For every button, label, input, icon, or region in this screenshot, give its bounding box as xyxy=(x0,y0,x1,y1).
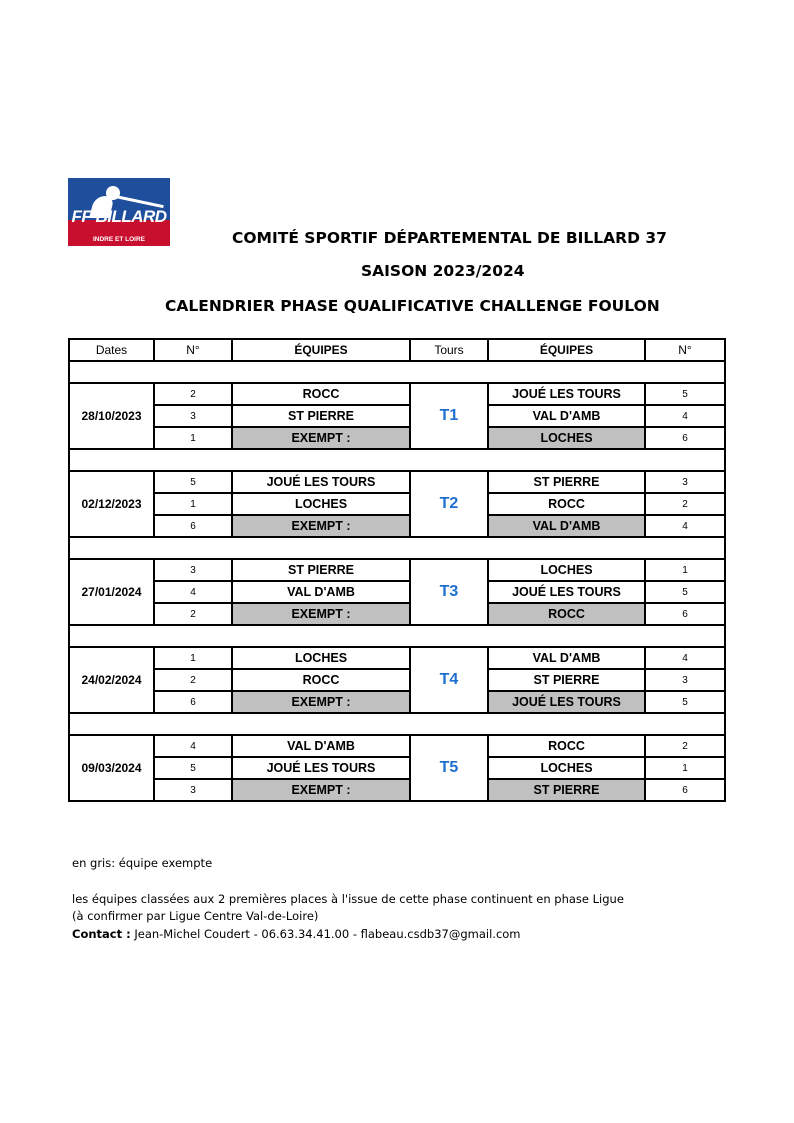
team-right: VAL D'AMB xyxy=(488,405,645,427)
team-number-right: 5 xyxy=(645,691,725,713)
header-num-right: N° xyxy=(645,339,725,361)
team-number-left: 3 xyxy=(154,405,232,427)
note-confirmation: (à confirmer par Ligue Centre Val-de-Loire) xyxy=(72,909,319,923)
team-right: JOUÉ LES TOURS xyxy=(488,383,645,405)
contact-label: Contact : xyxy=(72,927,131,941)
team-right: VAL D'AMB xyxy=(488,515,645,537)
team-left: JOUÉ LES TOURS xyxy=(232,757,410,779)
team-right: ROCC xyxy=(488,603,645,625)
separator-row xyxy=(69,361,725,383)
separator-cell xyxy=(69,625,725,647)
header-tours: Tours xyxy=(410,339,488,361)
team-number-right: 5 xyxy=(645,383,725,405)
separator-cell xyxy=(69,537,725,559)
team-number-left: 1 xyxy=(154,493,232,515)
contact-value: Jean-Michel Coudert - 06.63.34.41.00 - flabeau.csdb37@gmail.com xyxy=(130,927,521,941)
team-number-left: 6 xyxy=(154,691,232,713)
note-gray-legend: en gris: équipe exempte xyxy=(72,856,213,870)
team-right: LOCHES xyxy=(488,427,645,449)
team-right: LOCHES xyxy=(488,757,645,779)
table-row xyxy=(69,383,725,405)
team-left: ST PIERRE xyxy=(232,405,410,427)
table-row xyxy=(69,559,725,581)
team-number-right: 4 xyxy=(645,647,725,669)
team-number-right: 2 xyxy=(645,735,725,757)
team-right: ROCC xyxy=(488,735,645,757)
team-number-left: 2 xyxy=(154,669,232,691)
team-number-right: 6 xyxy=(645,603,725,625)
note-contact xyxy=(72,927,521,941)
team-number-right: 6 xyxy=(645,779,725,801)
team-number-right: 3 xyxy=(645,471,725,493)
team-number-right: 1 xyxy=(645,559,725,581)
team-number-right: 4 xyxy=(645,515,725,537)
team-number-left: 3 xyxy=(154,779,232,801)
table-row xyxy=(69,427,725,449)
team-number-right: 2 xyxy=(645,493,725,515)
team-number-right: 6 xyxy=(645,427,725,449)
table-row xyxy=(69,669,725,691)
team-number-left: 2 xyxy=(154,383,232,405)
comite-title: COMITÉ SPORTIF DÉPARTEMENTAL DE BILLARD 37 xyxy=(232,229,667,247)
separator-cell xyxy=(69,713,725,735)
team-number-left: 4 xyxy=(154,581,232,603)
team-left: EXEMPT : xyxy=(232,603,410,625)
team-number-left: 1 xyxy=(154,427,232,449)
table-row xyxy=(69,493,725,515)
table-row xyxy=(69,691,725,713)
team-left: EXEMPT : xyxy=(232,515,410,537)
team-number-right: 5 xyxy=(645,581,725,603)
team-number-right: 4 xyxy=(645,405,725,427)
round-tour: T5 xyxy=(410,735,488,801)
round-date: 02/12/2023 xyxy=(69,471,154,537)
team-number-left: 5 xyxy=(154,471,232,493)
note-qualification: les équipes classées aux 2 premières places à l'issue de cette phase continuent en phase Ligue xyxy=(72,892,624,906)
header-num-left: N° xyxy=(154,339,232,361)
round-date: 27/01/2024 xyxy=(69,559,154,625)
round-date: 28/10/2023 xyxy=(69,383,154,449)
table-row xyxy=(69,471,725,493)
team-number-left: 5 xyxy=(154,757,232,779)
header-equipes-right: ÉQUIPES xyxy=(488,339,645,361)
table-row xyxy=(69,647,725,669)
table-row xyxy=(69,405,725,427)
saison-title: SAISON 2023/2024 xyxy=(361,262,525,280)
separator-cell xyxy=(69,361,725,383)
team-number-left: 3 xyxy=(154,559,232,581)
ff-billard-logo xyxy=(68,178,170,246)
team-left: JOUÉ LES TOURS xyxy=(232,471,410,493)
team-left: EXEMPT : xyxy=(232,779,410,801)
separator-row xyxy=(69,625,725,647)
team-number-right: 1 xyxy=(645,757,725,779)
team-left: LOCHES xyxy=(232,647,410,669)
round-tour: T1 xyxy=(410,383,488,449)
table-row xyxy=(69,757,725,779)
logo-brand-text: FF BILLARD xyxy=(71,207,167,226)
team-right: VAL D'AMB xyxy=(488,647,645,669)
table-header-row xyxy=(69,339,725,361)
team-left: LOCHES xyxy=(232,493,410,515)
separator-cell xyxy=(69,449,725,471)
round-date: 24/02/2024 xyxy=(69,647,154,713)
team-left: ROCC xyxy=(232,383,410,405)
team-right: ST PIERRE xyxy=(488,471,645,493)
table-row xyxy=(69,735,725,757)
team-number-right: 3 xyxy=(645,669,725,691)
logo-sub-text: INDRE ET LOIRE xyxy=(92,236,145,243)
team-number-left: 2 xyxy=(154,603,232,625)
team-right: LOCHES xyxy=(488,559,645,581)
header-equipes-left: ÉQUIPES xyxy=(232,339,410,361)
team-number-left: 6 xyxy=(154,515,232,537)
team-number-left: 1 xyxy=(154,647,232,669)
calendrier-title: CALENDRIER PHASE QUALIFICATIVE CHALLENGE FOULON xyxy=(165,297,660,315)
table-row xyxy=(69,603,725,625)
table-row xyxy=(69,581,725,603)
header-dates: Dates xyxy=(69,339,154,361)
team-left: EXEMPT : xyxy=(232,691,410,713)
team-right: ST PIERRE xyxy=(488,779,645,801)
calendar-table xyxy=(68,338,726,802)
round-tour: T2 xyxy=(410,471,488,537)
team-left: EXEMPT : xyxy=(232,427,410,449)
team-right: JOUÉ LES TOURS xyxy=(488,581,645,603)
team-number-left: 4 xyxy=(154,735,232,757)
team-left: VAL D'AMB xyxy=(232,735,410,757)
round-tour: T3 xyxy=(410,559,488,625)
table-row xyxy=(69,779,725,801)
separator-row xyxy=(69,449,725,471)
separator-row xyxy=(69,713,725,735)
separator-row xyxy=(69,537,725,559)
round-date: 09/03/2024 xyxy=(69,735,154,801)
round-tour: T4 xyxy=(410,647,488,713)
team-right: ROCC xyxy=(488,493,645,515)
team-left: VAL D'AMB xyxy=(232,581,410,603)
table-row xyxy=(69,515,725,537)
team-right: ST PIERRE xyxy=(488,669,645,691)
team-right: JOUÉ LES TOURS xyxy=(488,691,645,713)
team-left: ROCC xyxy=(232,669,410,691)
team-left: ST PIERRE xyxy=(232,559,410,581)
